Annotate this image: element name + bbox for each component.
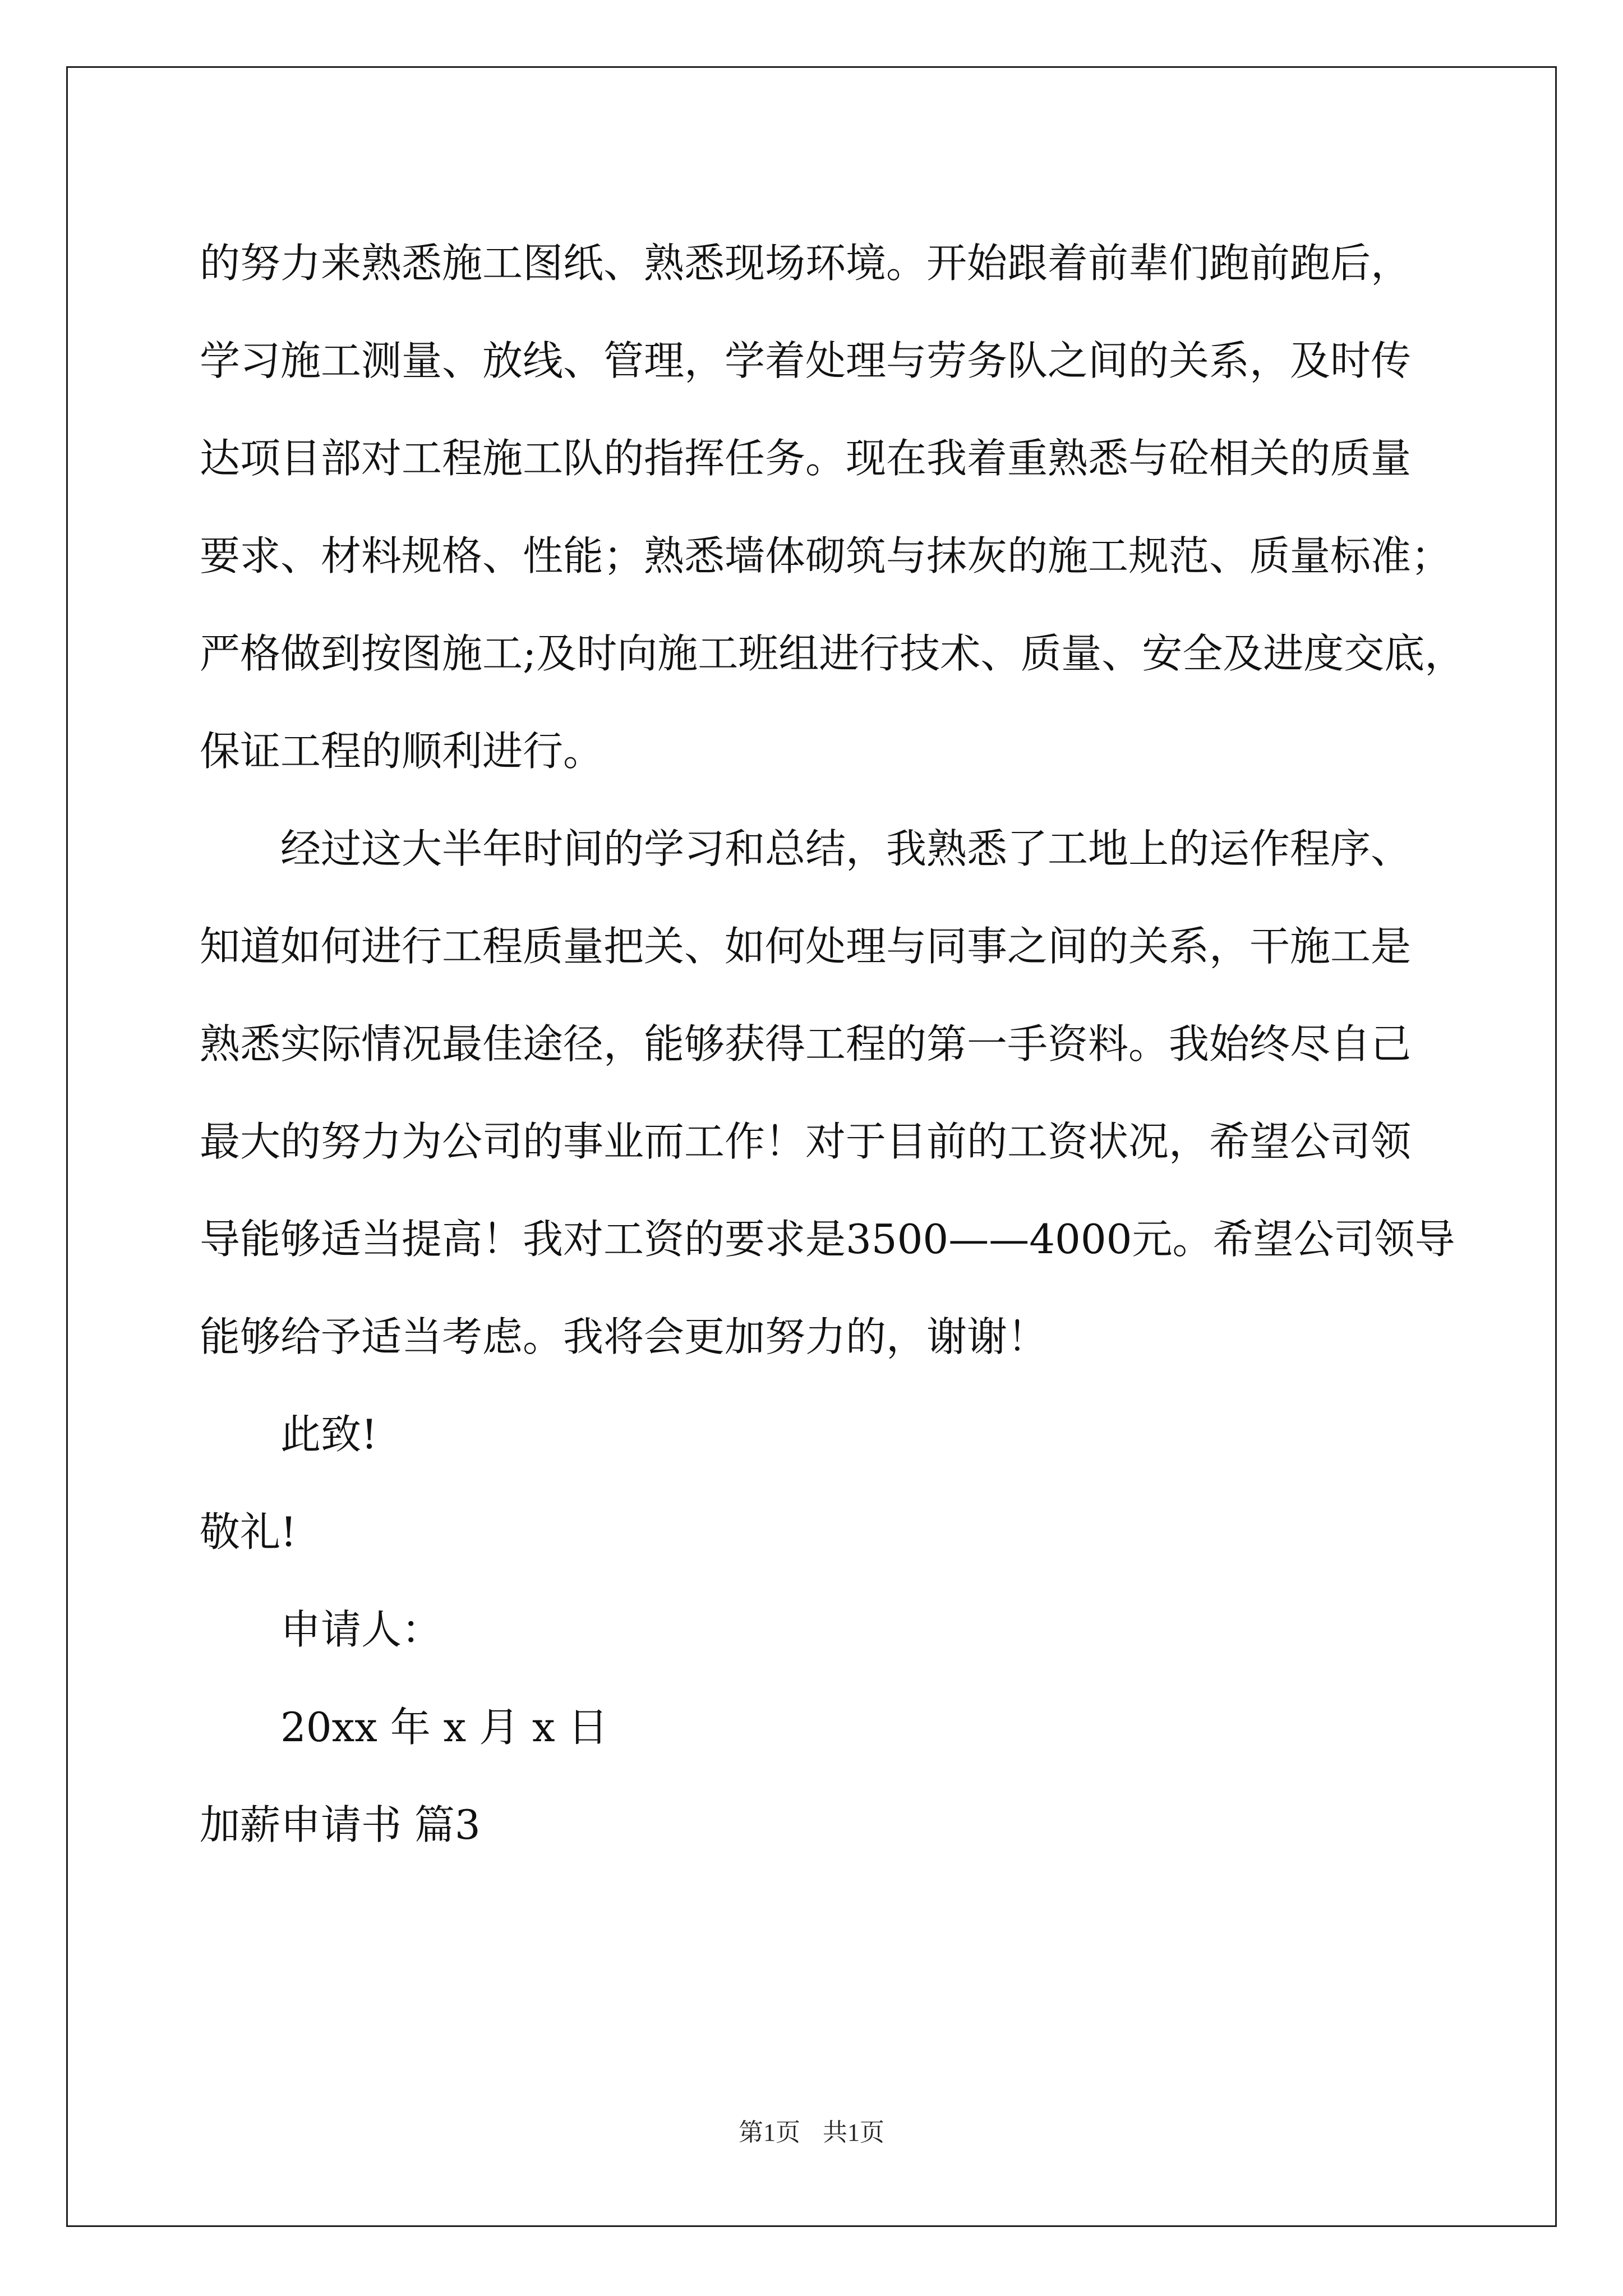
closing-line: 此致! <box>280 1411 377 1458</box>
page-number-total: 共1页 <box>823 2119 884 2146</box>
paragraph-1 <box>200 214 1465 800</box>
paragraph-2 <box>200 800 1455 1386</box>
paragraph-1-line: 学习施工测量、放线、管理，学着处理与劳务队之间的关系，及时传 <box>200 337 1412 384</box>
paragraph-1-line: 保证工程的顺利进行。 <box>200 728 604 775</box>
page-footer <box>0 2116 1623 2150</box>
applicant-line: 申请人： <box>280 1606 442 1653</box>
paragraph-2-line: 能够给予适当考虑。我将会更加努力的，谢谢！ <box>200 1313 1048 1360</box>
salute-line: 敬礼! <box>200 1508 297 1556</box>
paragraph-1-line: 要求、材料规格、性能；熟悉墙体砌筑与抹灰的施工规范、质量标准； <box>200 532 1452 579</box>
paragraph-1-line: 严格做到按图施工;及时向施工班组进行技术、质量、安全及进度交底， <box>200 630 1465 677</box>
paragraph-2-line: 最大的努力为公司的事业而工作！对于目前的工资状况，希望公司领 <box>200 1118 1412 1165</box>
paragraph-1-line: 达项目部对工程施工队的指挥任务。现在我着重熟悉与砼相关的质量 <box>200 435 1412 482</box>
next-section-title: 加薪申请书 篇3 <box>200 1801 481 1848</box>
paragraph-2-line: 经过这大半年时间的学习和总结，我熟悉了工地上的运作程序、 <box>280 825 1412 872</box>
date-line: 20xx 年 x 月 x 日 <box>280 1704 608 1751</box>
paragraph-2-line: 熟悉实际情况最佳途径，能够获得工程的第一手资料。我始终尽自己 <box>200 1020 1412 1068</box>
paragraph-1-line: 的努力来熟悉施工图纸、熟悉现场环境。开始跟着前辈们跑前跑后， <box>200 240 1412 287</box>
document-body <box>200 214 1465 1874</box>
paragraph-2-line: 导能够适当提高！我对工资的要求是3500——4000元。希望公司领导 <box>200 1216 1455 1263</box>
paragraph-2-line: 知道如何进行工程质量把关、如何处理与同事之间的关系，干施工是 <box>200 923 1412 970</box>
page-number-current: 第1页 <box>739 2119 800 2146</box>
